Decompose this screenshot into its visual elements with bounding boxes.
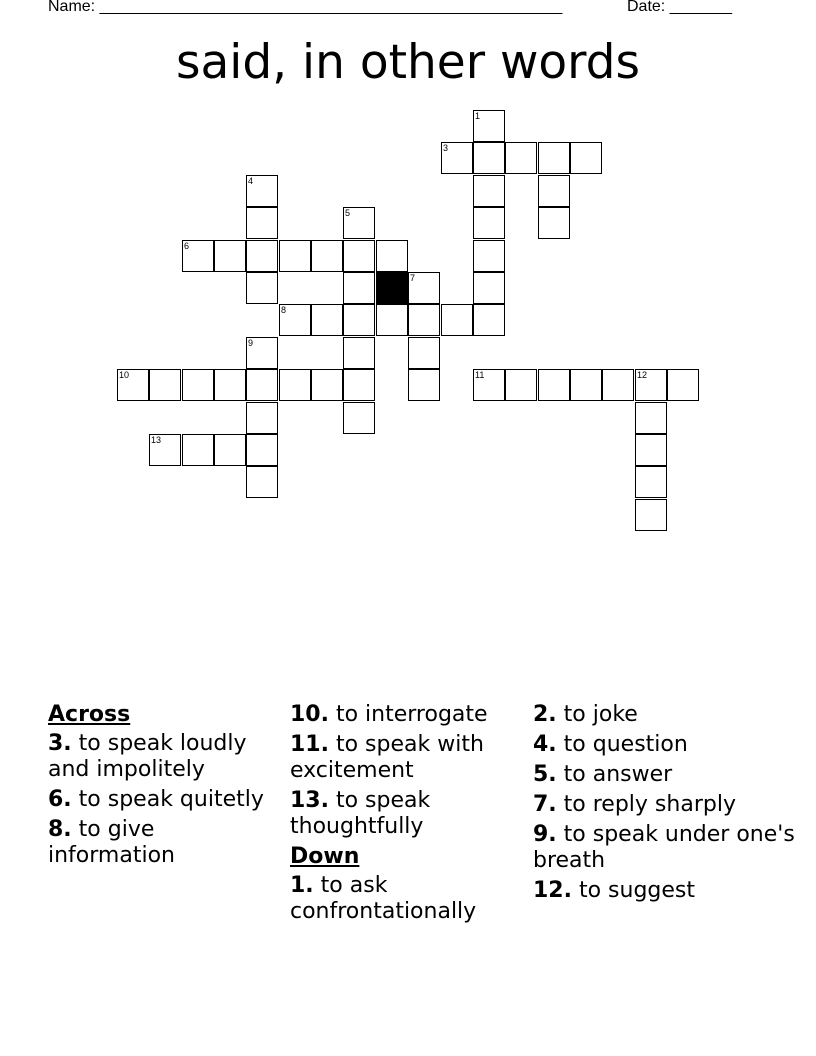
clue-text: to question	[556, 732, 688, 757]
clue-number: 4.	[533, 732, 557, 757]
clue-across-11	[290, 732, 526, 784]
grid-cell[interactable]	[343, 369, 375, 401]
grid-cell[interactable]	[149, 434, 181, 466]
grid-cell[interactable]	[538, 369, 570, 401]
clue-down-1	[290, 873, 526, 925]
grid-cell[interactable]	[214, 369, 246, 401]
clue-text: to speak quitetly	[71, 787, 264, 812]
grid-cell[interactable]	[408, 272, 440, 304]
grid-cell[interactable]	[246, 175, 278, 207]
grid-cell[interactable]	[408, 304, 440, 336]
clue-list-col1	[48, 731, 284, 869]
clue-text: to give information	[48, 817, 175, 868]
clue-down-12	[533, 878, 803, 904]
clue-number: 5.	[533, 762, 557, 787]
cell-number: 8	[281, 305, 287, 315]
puzzle-title: said, in other words	[175, 35, 640, 90]
grid-cell[interactable]	[343, 272, 375, 304]
grid-cell[interactable]	[441, 142, 473, 174]
clue-text: to answer	[556, 762, 673, 787]
clue-down-5	[533, 762, 803, 788]
grid-cell[interactable]	[117, 369, 149, 401]
clue-across-10	[290, 702, 526, 728]
grid-cell[interactable]	[635, 499, 667, 531]
date-field-label: Date: _______	[627, 0, 732, 15]
name-field-label: Name: ____________________________________________________	[48, 0, 563, 15]
clue-across-13	[290, 788, 526, 840]
clue-number: 10.	[290, 702, 329, 727]
clues-column-3	[533, 702, 803, 908]
grid-cell[interactable]	[538, 207, 570, 239]
grid-cell[interactable]	[602, 369, 634, 401]
grid-cell[interactable]	[505, 369, 537, 401]
grid-cell[interactable]	[214, 434, 246, 466]
cell-number: 4	[248, 176, 254, 186]
clues-column-2	[290, 702, 526, 929]
clue-number: 8.	[48, 817, 72, 842]
clue-text: to ask confrontationally	[290, 873, 477, 924]
grid-cell[interactable]	[343, 240, 375, 272]
grid-cell[interactable]	[246, 272, 278, 304]
grid-cell[interactable]	[311, 369, 343, 401]
grid-cell[interactable]	[279, 304, 311, 336]
grid-cell[interactable]	[473, 369, 505, 401]
grid-cell[interactable]	[246, 466, 278, 498]
cell-number: 3	[443, 143, 449, 153]
clue-number: 9.	[533, 822, 557, 847]
cell-number: 10	[119, 370, 130, 380]
clue-number: 11.	[290, 732, 329, 757]
clue-down-9	[533, 822, 803, 874]
cell-number: 7	[410, 273, 416, 283]
grid-cell[interactable]	[505, 142, 537, 174]
clue-text: to speak loudly and impolitely	[48, 731, 247, 782]
grid-cell[interactable]	[473, 304, 505, 336]
grid-cell[interactable]	[667, 369, 699, 401]
grid-cell[interactable]	[441, 304, 473, 336]
clue-number: 2.	[533, 702, 557, 727]
clue-text: to interrogate	[328, 702, 488, 727]
clue-down-4	[533, 732, 803, 758]
cell-number: 13	[151, 435, 162, 445]
grid-cell[interactable]	[246, 207, 278, 239]
clue-number: 3.	[48, 731, 72, 756]
clue-text: to speak with excitement	[290, 732, 484, 783]
grid-cell[interactable]	[246, 337, 278, 369]
grid-cell[interactable]	[473, 175, 505, 207]
grid-cell[interactable]	[279, 369, 311, 401]
cell-number: 1	[475, 111, 481, 121]
grid-cell[interactable]	[473, 272, 505, 304]
clue-down-2	[533, 702, 803, 728]
clue-number: 12.	[533, 878, 572, 903]
clue-number: 7.	[533, 792, 557, 817]
grid-cell[interactable]	[408, 369, 440, 401]
cell-number: 12	[637, 370, 648, 380]
cell-number: 11	[475, 370, 485, 380]
grid-cell[interactable]	[570, 369, 602, 401]
clue-number: 6.	[48, 787, 72, 812]
grid-cell[interactable]	[246, 240, 278, 272]
cell-number: 6	[184, 241, 190, 251]
grid-cell[interactable]	[279, 240, 311, 272]
clue-across-3	[48, 731, 284, 783]
grid-cell[interactable]	[635, 369, 667, 401]
cell-number: 5	[345, 208, 351, 218]
grid-cell[interactable]	[246, 402, 278, 434]
grid-cell[interactable]	[473, 207, 505, 239]
grid-cell[interactable]	[214, 240, 246, 272]
clue-text: to joke	[556, 702, 638, 727]
grid-cell[interactable]	[182, 434, 214, 466]
cell-number: 9	[248, 338, 254, 348]
grid-cell[interactable]	[473, 110, 505, 142]
grid-cell[interactable]	[343, 337, 375, 369]
across-heading: Across	[48, 702, 131, 727]
grid-cell[interactable]	[343, 207, 375, 239]
grid-cell[interactable]	[538, 142, 570, 174]
clue-text: to speak under one's breath	[533, 822, 795, 873]
clue-number: 13.	[290, 788, 329, 813]
clue-down-7	[533, 792, 803, 818]
grid-cell[interactable]	[149, 369, 181, 401]
grid-cell[interactable]	[635, 402, 667, 434]
clue-text: to speak thoughtfully	[290, 788, 431, 839]
grid-cell[interactable]	[376, 304, 408, 336]
clue-text: to suggest	[571, 878, 696, 903]
grid-cell[interactable]	[182, 240, 214, 272]
grid-cell[interactable]	[473, 142, 505, 174]
grid-cell[interactable]	[635, 434, 667, 466]
grid-cell[interactable]	[538, 175, 570, 207]
down-heading: Down	[290, 844, 360, 869]
clue-across-8	[48, 817, 284, 869]
clue-number: 1.	[290, 873, 314, 898]
grid-cell[interactable]	[182, 369, 214, 401]
grid-cell[interactable]	[473, 240, 505, 272]
grid-cell[interactable]	[570, 142, 602, 174]
grid-cell[interactable]	[311, 304, 343, 336]
grid-cell[interactable]	[343, 304, 375, 336]
grid-cell[interactable]	[376, 240, 408, 272]
clues-column-1	[48, 702, 284, 873]
grid-cell[interactable]	[343, 402, 375, 434]
grid-cell[interactable]	[246, 369, 278, 401]
grid-cell[interactable]	[246, 434, 278, 466]
black-cell	[376, 272, 408, 304]
grid-cell[interactable]	[408, 337, 440, 369]
grid-cell[interactable]	[311, 240, 343, 272]
clue-across-6	[48, 787, 284, 813]
grid-cell[interactable]	[635, 466, 667, 498]
clue-text: to reply sharply	[556, 792, 736, 817]
